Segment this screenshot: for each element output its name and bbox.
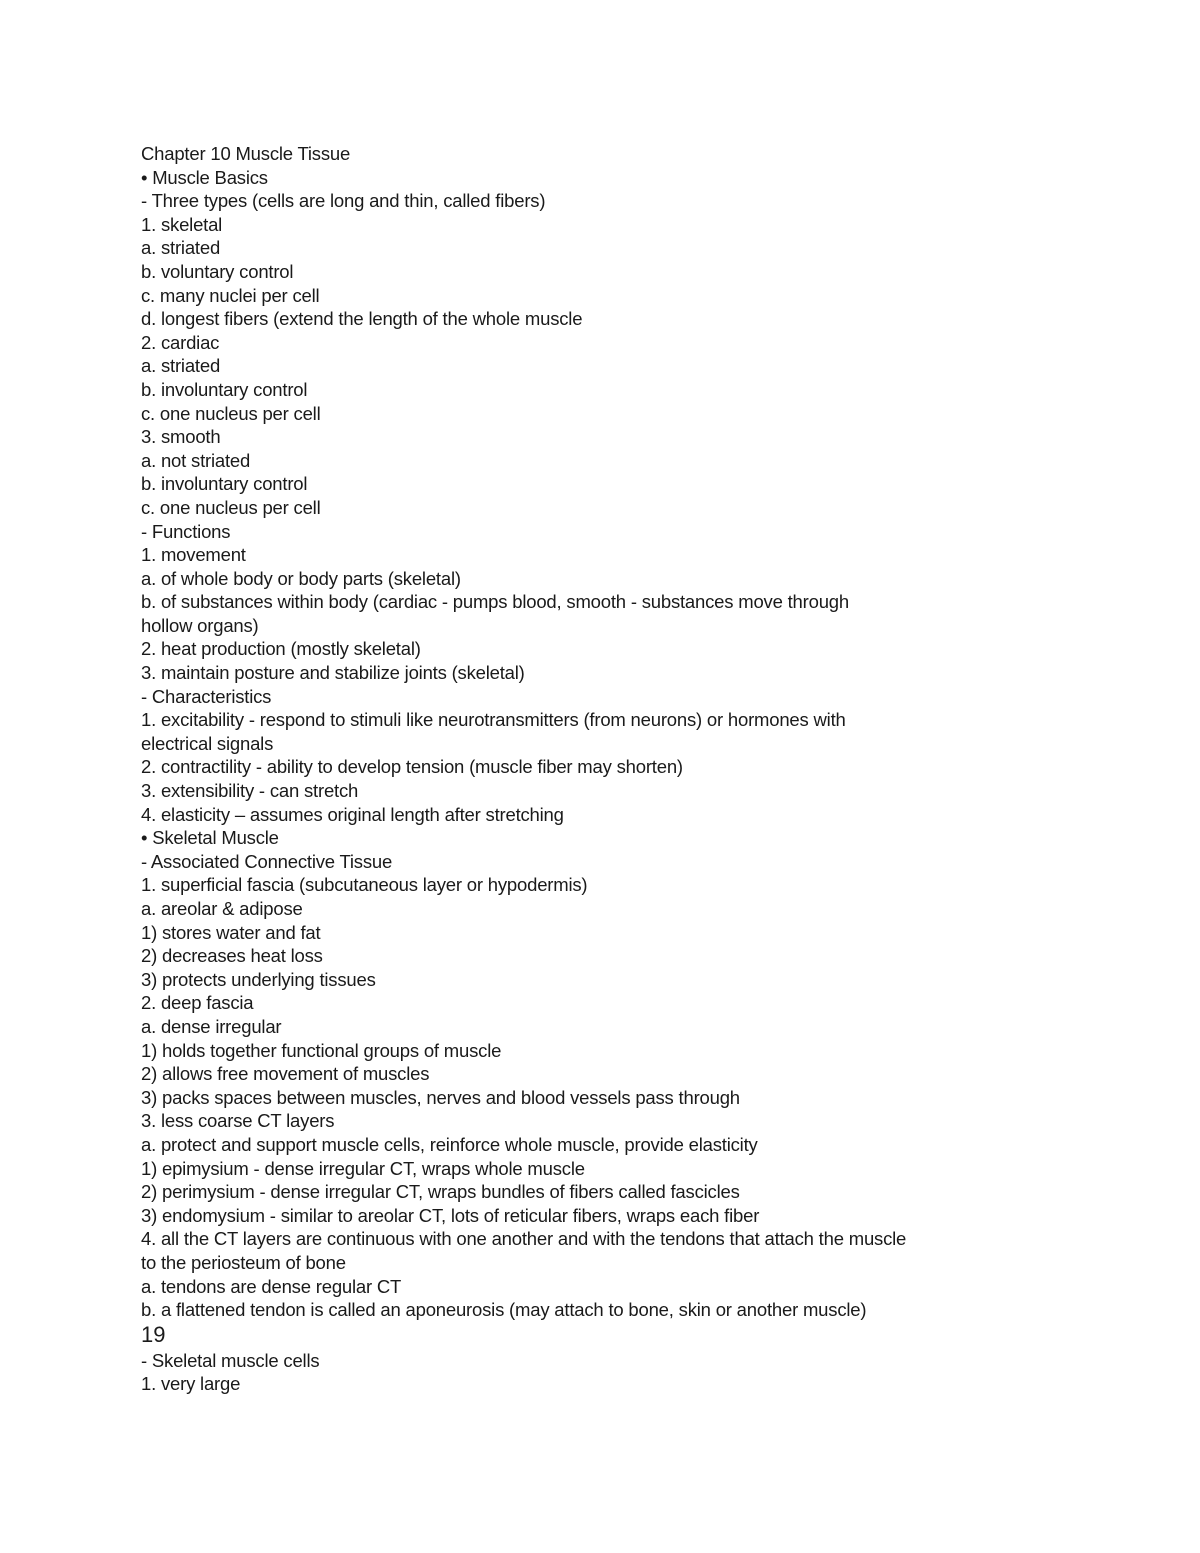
text-line: b. of substances within body (cardiac - pumps blood, smooth - substances move through: [141, 591, 849, 613]
text-line: a. striated: [141, 355, 221, 377]
text-line: c. one nucleus per cell: [141, 496, 321, 518]
text-line: a. tendons are dense regular CT: [141, 1275, 402, 1297]
text-line: 1. movement: [141, 544, 246, 566]
text-line: c. one nucleus per cell: [141, 402, 321, 424]
notes-section-1: [141, 166, 1021, 1322]
text-line: - Three types (cells are long and thin, called fibers): [141, 190, 546, 212]
text-line: 1) stores water and fat: [141, 921, 321, 943]
text-line: 2. contractility - ability to develop tension (muscle fiber may shorten): [141, 756, 683, 778]
text-line: b. voluntary control: [141, 260, 294, 282]
text-line: d. longest fibers (extend the length of the whole muscle: [141, 308, 583, 330]
text-line: b. a flattened tendon is called an aponeurosis (may attach to bone, skin or another muscle): [141, 1299, 867, 1321]
text-line: a. not striated: [141, 449, 251, 471]
text-line: 2) perimysium - dense irregular CT, wraps bundles of fibers called fascicles: [141, 1181, 740, 1203]
notes-section-2: [141, 1349, 1021, 1396]
text-line: 2. cardiac: [141, 331, 220, 353]
text-line: • Skeletal Muscle: [141, 827, 279, 849]
text-line: 3. maintain posture and stabilize joints (skeletal): [141, 662, 525, 684]
text-line: to the periosteum of bone: [141, 1251, 346, 1273]
text-line: b. involuntary control: [141, 473, 308, 495]
text-line: 3. smooth: [141, 426, 221, 448]
text-line: 3) packs spaces between muscles, nerves and blood vessels pass through: [141, 1086, 740, 1108]
text-line: hollow organs): [141, 614, 259, 636]
text-line: a. areolar & adipose: [141, 898, 303, 919]
text-line: b. involuntary control: [141, 378, 308, 400]
text-line: 3. less coarse CT layers: [141, 1110, 335, 1132]
text-line: - Skeletal muscle cells: [141, 1349, 320, 1371]
text-line: 2) allows free movement of muscles: [141, 1063, 430, 1085]
text-line: a. dense irregular: [141, 1015, 282, 1037]
text-line: 2) decreases heat loss: [141, 945, 323, 967]
text-line: 3) protects underlying tissues: [141, 968, 376, 990]
text-line: a. striated: [141, 237, 221, 259]
chapter-title: Chapter 10 Muscle Tissue: [141, 143, 351, 164]
text-line: 1. very large: [141, 1373, 241, 1395]
text-line: c. many nuclei per cell: [141, 284, 320, 306]
page-number: 19: [141, 1321, 166, 1347]
text-line: 3) endomysium - similar to areolar CT, lots of reticular fibers, wraps each fiber: [141, 1204, 760, 1226]
text-line: 1. superficial fascia (subcutaneous layer or hypodermis): [141, 874, 588, 896]
text-line: a. of whole body or body parts (skeletal): [141, 567, 461, 589]
text-line: - Associated Connective Tissue: [141, 850, 393, 872]
text-line: 1) holds together functional groups of muscle: [141, 1039, 502, 1061]
text-line: • Muscle Basics: [141, 166, 268, 188]
text-line: 2. heat production (mostly skeletal): [141, 638, 421, 660]
text-line: 1. skeletal: [141, 213, 223, 235]
text-line: - Characteristics: [141, 685, 272, 707]
text-line: 4. all the CT layers are continuous with one another and with the tendons that attach the muscle: [141, 1228, 907, 1250]
text-line: a. protect and support muscle cells, reinforce whole muscle, provide elasticity: [141, 1133, 758, 1155]
text-line: 2. deep fascia: [141, 992, 254, 1014]
text-line: 1) epimysium - dense irregular CT, wraps whole muscle: [141, 1157, 585, 1179]
text-line: - Functions: [141, 520, 231, 542]
text-line: 1. excitability - respond to stimuli like neurotransmitters (from neurons) or hormones with: [141, 709, 846, 731]
text-line: 4. elasticity – assumes original length after stretching: [141, 803, 564, 825]
document-body: [141, 142, 1021, 1396]
text-line: 3. extensibility - can stretch: [141, 780, 359, 802]
text-line: electrical signals: [141, 732, 274, 754]
